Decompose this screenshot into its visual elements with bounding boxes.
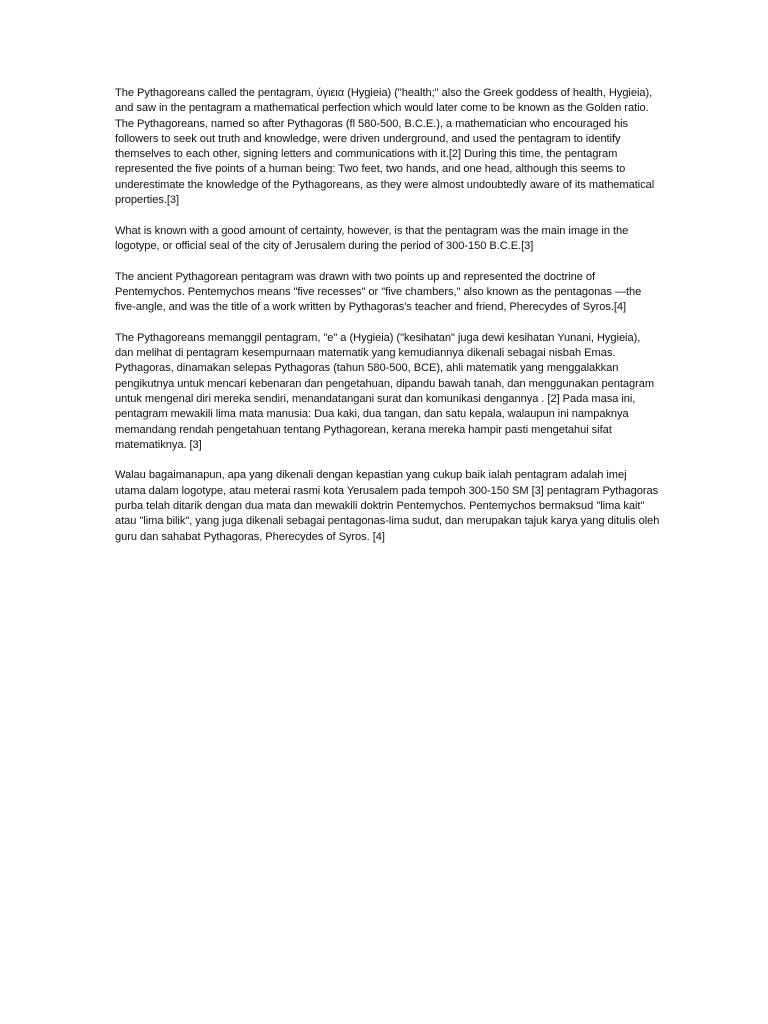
paragraph-pentemychos-english: The ancient Pythagorean pentagram was drawn with two points up and represented the doctrine of Pentemychos. Pentemychos means "five recesses" or "five chambers," also known as the pentagonas —the five-angle, and was the title of a work written by Pythagoras's teacher and friend, Pherecydes of Syros.[4] <box>115 270 642 314</box>
paragraph-jerusalem-pentemychos-malay: Walau bagaimanapun, apa yang dikenali dengan kepastian yang cukup baik ialah pentagram adalah imej utama dalam logotype, atau meterai rasmi kota Yerusalem pada tempoh 300-150 SM [3] pentagram Pythagoras purba telah ditarik dengan dua mata dan mewakili doktrin Pentemychos. Pentemychos bermaksud "lima kait" atau "lima bilik", yang juga dikenali sebagai pentagonas-lima sudut, dan merupakan tajuk karya yang ditulis oleh guru dan sahabat Pythagoras, Pherecydes of Syros. [4] <box>115 469 660 543</box>
paragraph-jerusalem-english: What is known with a good amount of certainty, however, is that the pentagram was the main image in the logotype, or official seal of the city of Jerusalem during the period of 300-150 B.C.E.[3] <box>115 224 629 252</box>
paragraph-pythagoreans-malay: The Pythagoreans memanggil pentagram, "e" a (Hygieia) ("kesihatan" juga dewi kesihatan Yunani, Hygieia), dan melihat di pentagram kesempurnaan matematik yang kemudiannya dikenali sebagai nisbah Emas. Pythagoras, dinamakan selepas Pythagoras (tahun 580-500, BCE), ahli matematik yang menggalakkan pengikutnya untuk mencari kebenaran dan pengetahuan, dipandu bawah tanah, dan menggunakan pentagram untuk mengenal diri mereka sendiri, menandatangani surat dan komunikasi dengannya . [2] Pada masa ini, pentagram mewakili lima mata manusia: Dua kaki, dua tangan, dan satu kepala, walaupun ini nampaknya memandang rendah pengetahuan tentang Pythagorean, kerana mereka hampir pasti mengetahui sifat matematiknya. [3] <box>115 331 655 451</box>
paragraph-pythagoreans-english: The Pythagoreans called the pentagram, ύγιεια (Hygieia) ("health;" also the Greek goddess of health, Hygieia), and saw in the pentagram a mathematical perfection which would later come to be known as the Golden ratio. The Pythagoreans, named so after Pythagoras (fl 580-500, B.C.E.), a mathematician who encouraged his followers to seek out truth and knowledge, were driven underground, and used the pentagram to identify themselves to each other, signing letters and communications with it.[2] During this time, the pentagram represented the five points of a human being: Two feet, two hands, and one head, although this seems to underestimate the knowledge of the Pythagoreans, as they were almost undoubtedly aware of its mathematical properties.[3] <box>115 87 655 207</box>
document-body <box>115 86 660 545</box>
